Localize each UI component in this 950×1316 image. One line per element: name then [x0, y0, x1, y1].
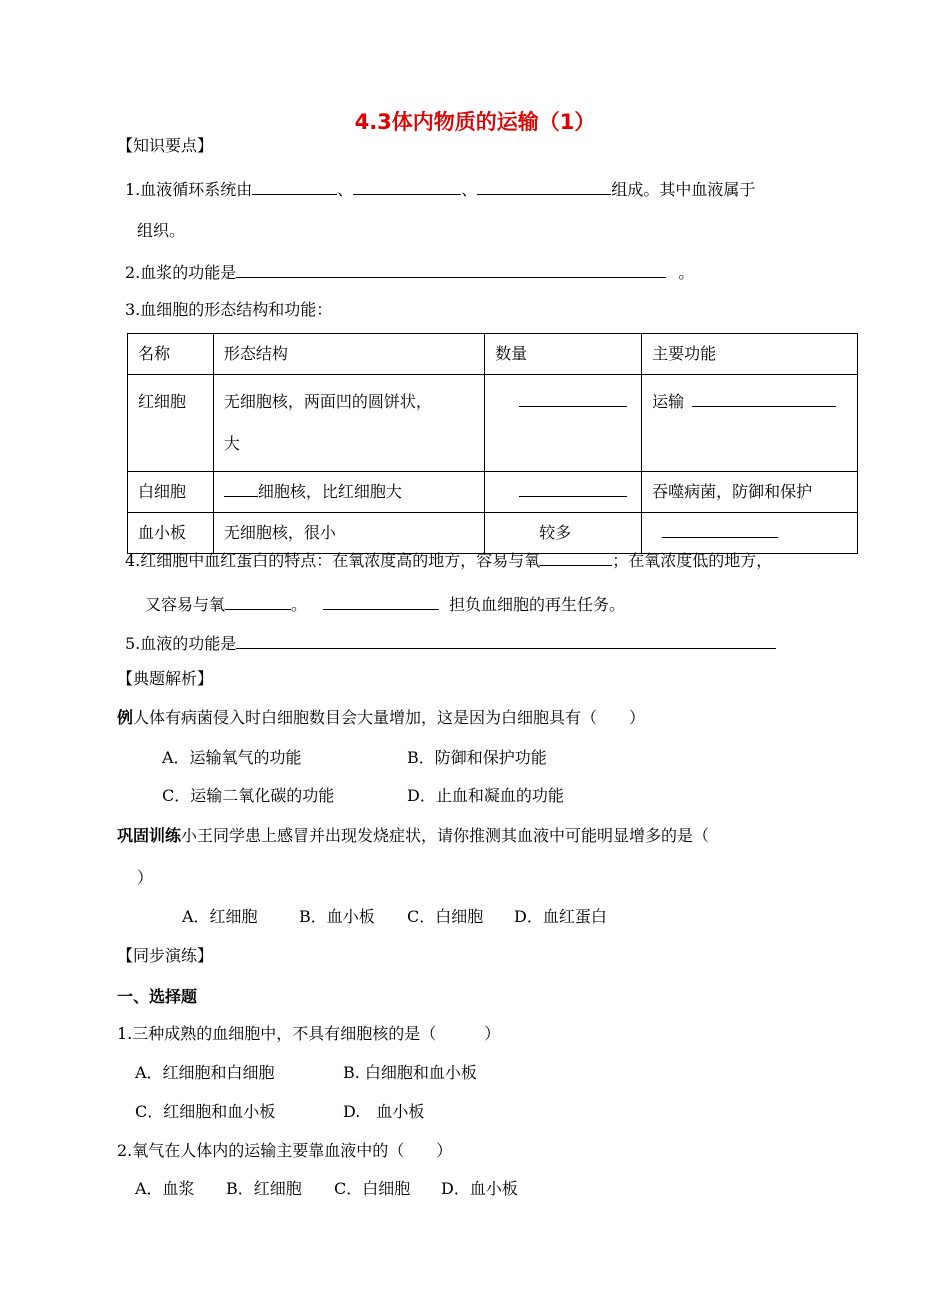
- section-knowledge-heading: 【知识要点】: [117, 136, 214, 155]
- example-option[interactable]: B．防御和保护功能: [407, 748, 547, 767]
- blank-field[interactable]: [252, 178, 337, 195]
- knowledge-item-1-line2: 组织。: [137, 221, 186, 240]
- q2-option[interactable]: C．白细胞: [334, 1179, 411, 1198]
- knowledge-item-1: [125, 178, 755, 200]
- q2-option[interactable]: A．血浆: [135, 1179, 195, 1198]
- cell-name: [128, 375, 214, 472]
- example-question-text: 人体有病菌侵入时白细胞数目会大量增加，这是因为白细胞具有（ ）: [133, 708, 646, 727]
- practice-option[interactable]: A．红细胞: [182, 907, 258, 926]
- knowledge-item-4-line2: [145, 593, 625, 615]
- item-4-mid: ；在氧浓度低的地方，: [612, 551, 773, 570]
- table-row: [128, 375, 858, 472]
- table-header: 主要功能: [642, 334, 858, 375]
- section-example-heading: 【典题解析】: [117, 669, 214, 688]
- blank-field[interactable]: [477, 178, 611, 195]
- practice-option[interactable]: D．血红蛋白: [514, 907, 607, 926]
- practice-question-line2: ）: [137, 868, 154, 887]
- practice-option[interactable]: C．白细胞: [407, 907, 484, 926]
- table-header: 形态结构: [213, 334, 484, 375]
- cell-quantity: [485, 375, 642, 472]
- section-choice-heading: 一、选择题: [117, 987, 198, 1006]
- example-label: 例: [117, 708, 134, 727]
- blank-field[interactable]: [692, 390, 836, 407]
- table-header-row: [128, 334, 858, 375]
- item-4-line2-mid: 。: [291, 595, 308, 614]
- example-option[interactable]: A．运输氧气的功能: [162, 748, 302, 767]
- cell-name: 白细胞: [128, 472, 214, 513]
- item-1-suffix: 组成。其中血液属于: [611, 180, 756, 199]
- knowledge-item-2: [125, 261, 694, 283]
- cell-function-text: 运输: [652, 392, 685, 411]
- example-question: [117, 708, 645, 728]
- table-row: [128, 513, 858, 554]
- cell-structure-text: 细胞核，比红细胞大: [257, 482, 402, 501]
- blank-field[interactable]: [224, 480, 258, 497]
- question-1: 1.三种成熟的血细胞中，不具有细胞核的是（ ）: [117, 1024, 501, 1043]
- blank-field[interactable]: [353, 178, 461, 195]
- blank-field[interactable]: [236, 632, 776, 649]
- cell-structure: 无细胞核，很小: [213, 513, 484, 554]
- cell-structure: [213, 472, 484, 513]
- question-2: 2.氧气在人体内的运输主要靠血液中的（ ）: [117, 1141, 453, 1160]
- table-header: 数量: [485, 334, 642, 375]
- q1-option[interactable]: B. 白细胞和血小板: [343, 1063, 477, 1082]
- knowledge-item-4: [125, 549, 772, 571]
- item-1-prefix: 1.血液循环系统由: [125, 180, 253, 199]
- cell-function: [642, 375, 858, 472]
- practice-question-text: 小王同学患上感冒并出现发烧症状，请你推测其血液中可能明显增多的是（: [181, 826, 710, 845]
- example-option[interactable]: D．止血和凝血的功能: [407, 786, 564, 805]
- table-header: 名称: [128, 334, 214, 375]
- cell-quantity: [485, 472, 642, 513]
- item-4-prefix: 4.红细胞中血红蛋白的特点：在氧浓度高的地方，容易与氧: [125, 551, 541, 570]
- cell-structure-line1: 无细胞核，两面凹的圆饼状，: [223, 392, 432, 411]
- blank-field[interactable]: [540, 549, 612, 566]
- table-row: [128, 472, 858, 513]
- knowledge-item-5: [125, 632, 776, 654]
- example-option[interactable]: C．运输二氧化碳的功能: [162, 786, 335, 805]
- practice-question: [117, 826, 709, 846]
- q1-option[interactable]: D. 血小板: [343, 1102, 425, 1121]
- blank-field[interactable]: [225, 593, 291, 610]
- item-5-prefix: 5.血液的功能是: [125, 634, 237, 653]
- cell-name: 血小板: [128, 513, 214, 554]
- item-1-sep1: 、: [337, 180, 354, 199]
- page-title: 4.3体内物质的运输（1）: [354, 110, 596, 134]
- item-4-line2-suffix: 担负血细胞的再生任务。: [449, 595, 626, 614]
- q2-option[interactable]: D．血小板: [441, 1179, 518, 1198]
- cell-quantity: 较多: [485, 513, 642, 554]
- q1-option[interactable]: A．红细胞和白细胞: [135, 1063, 275, 1082]
- blank-field[interactable]: [519, 390, 627, 407]
- blank-field[interactable]: [662, 521, 778, 538]
- item-2-prefix: 2.血浆的功能是: [125, 263, 237, 282]
- knowledge-item-3: 3.血细胞的形态结构和功能：: [125, 300, 333, 319]
- practice-label: 巩固训练: [117, 826, 182, 845]
- blank-field[interactable]: [236, 261, 666, 278]
- item-2-suffix: 。: [678, 263, 695, 282]
- cell-structure: [213, 375, 484, 472]
- blank-field[interactable]: [519, 480, 627, 497]
- blood-cell-table: [127, 333, 858, 554]
- cell-function: 吞噬病菌，防御和保护: [642, 472, 858, 513]
- cell-function: [642, 513, 858, 554]
- cell-structure-line2: 大: [223, 434, 240, 453]
- q1-option[interactable]: C．红细胞和血小板: [135, 1102, 276, 1121]
- blank-field[interactable]: [323, 593, 439, 610]
- item-4-line2-prefix: 又容易与氧: [145, 595, 226, 614]
- practice-option[interactable]: B．血小板: [299, 907, 375, 926]
- q2-option[interactable]: B．红细胞: [226, 1179, 302, 1198]
- cell-name-text: 红细胞: [138, 392, 187, 411]
- section-sync-heading: 【同步演练】: [117, 946, 214, 965]
- item-1-sep2: 、: [461, 180, 478, 199]
